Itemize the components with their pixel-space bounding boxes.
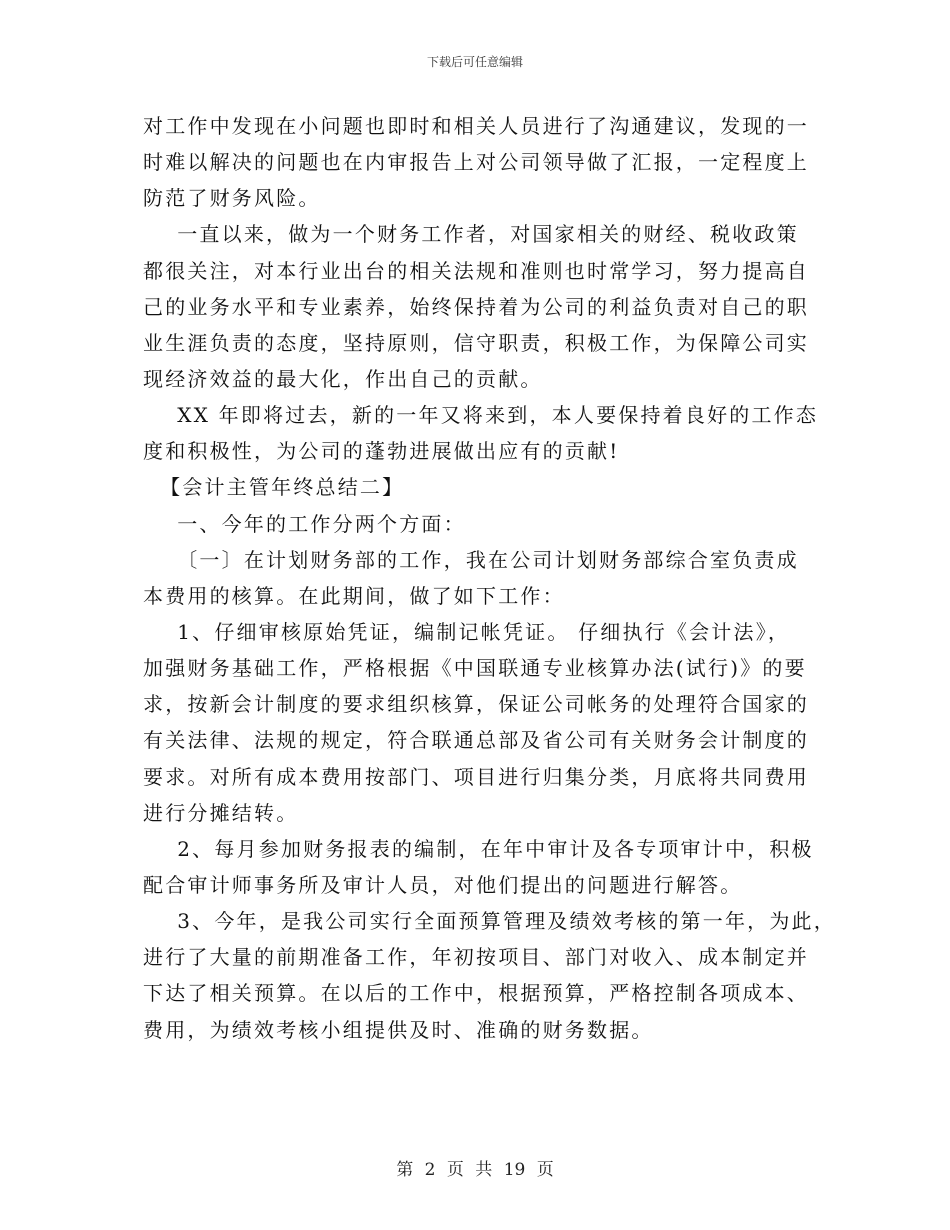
text-line: 有关法律、法规的规定，符合联通总部及省公司有关财务会计制度的: [143, 728, 809, 752]
section-heading: 【会计主管年终总结二】: [143, 475, 405, 499]
text-line: 1、仔细审核原始凭证，编制记帐凭证。 仔细执行《会计法》，: [143, 620, 791, 644]
text-line: 防范了财务风险。: [143, 186, 321, 210]
text-line: 要求。对所有成本费用按部门、项目进行归集分类，月底将共同费用: [143, 765, 809, 789]
page-header: 下载后可任意编辑: [426, 55, 523, 69]
text-line: 3、今年，是我公司实行全面预算管理及绩效考核的第一年，为此，: [143, 909, 836, 933]
text-line: 下达了相关预算。在以后的工作中，根据预算，严格控制各项成本、: [143, 981, 809, 1005]
text-line: 进行了大量的前期准备工作，年初按项目、部门对收入、成本制定并: [143, 945, 809, 969]
text-line: 配合审计师事务所及审计人员，对他们提出的问题进行解答。: [143, 873, 743, 897]
text-line: 求，按新会计制度的要求组织核算，保证公司帐务的处理符合国家的: [143, 692, 809, 716]
text-line: 本费用的核算。在此期间，做了如下工作：: [143, 584, 565, 608]
text-line: 都很关注，对本行业出台的相关法规和准则也时常学习，努力提高自: [143, 259, 809, 283]
text-line: XX 年即将过去，新的一年又将来到，本人要保持着良好的工作态: [143, 403, 819, 427]
text-line: 一直以来，做为一个财务工作者，对国家相关的财经、税收政策: [143, 222, 799, 246]
text-line: 时难以解决的问题也在内审报告上对公司领导做了汇报，一定程度上: [143, 150, 809, 174]
text-line: 〔一〕在计划财务部的工作，我在公司计划财务部综合室负责成: [143, 548, 799, 572]
text-line: 一、今年的工作分两个方面：: [143, 512, 466, 536]
text-line: 进行分摊结转。: [143, 801, 299, 825]
text-line: 2、每月参加财务报表的编制，在年中审计及各专项审计中，积极: [143, 837, 814, 861]
text-line: 加强财务基础工作，严格根据《中国联通专业核算办法(试行)》的要: [143, 656, 807, 680]
text-line: 业生涯负责的态度，坚持原则，信守职责，积极工作，为保障公司实: [143, 331, 809, 355]
text-line: 费用，为绩效考核小组提供及时、准确的财务数据。: [143, 1018, 654, 1042]
text-line: 己的业务水平和专业素养，始终保持着为公司的利益负责对自己的职: [143, 295, 809, 319]
text-line: 度和积极性，为公司的蓬勃进展做出应有的贡献!: [143, 439, 620, 463]
page-footer: 第 2 页 共 19 页: [396, 1160, 554, 1180]
text-line: 对工作中发现在小问题也即时和相关人员进行了沟通建议，发现的一: [143, 114, 809, 138]
text-line: 现经济效益的最大化，作出自己的贡献。: [143, 367, 543, 391]
